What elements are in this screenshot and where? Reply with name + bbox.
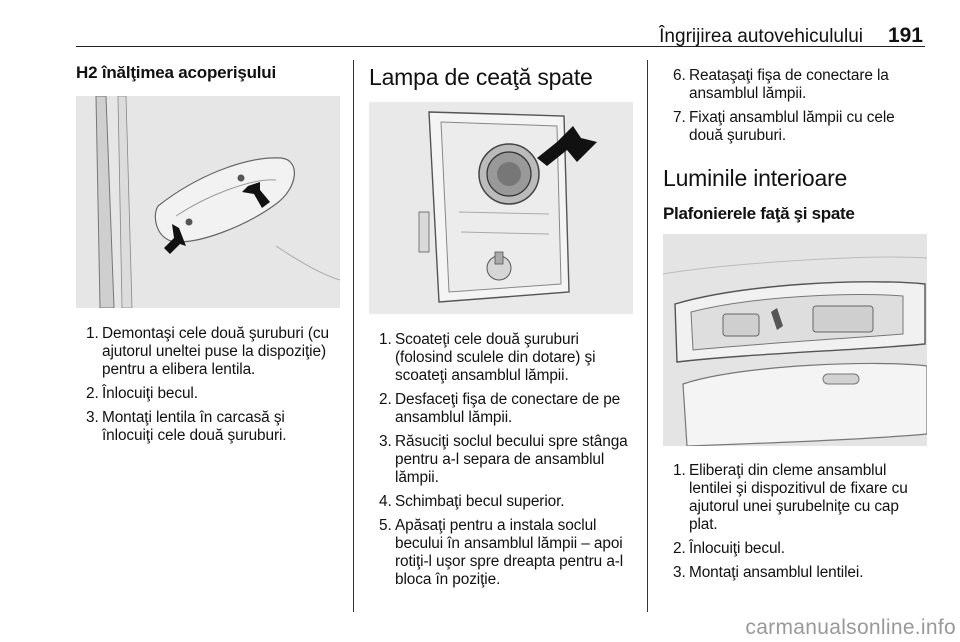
list-item: 3. Montaţi lentila în carcasă şi înlocuiţi cele două şuruburi. [86,409,287,444]
figure-dome-lamp [663,234,927,446]
subheading-front-rear-dome: Plafonierele faţă şi spate [663,204,855,223]
list-item: 2. Desfaceţi fişa de conectare de pe ansamblul lămpii. [379,391,621,426]
list-item: 5. Apăsaţi pentru a instala soclul becului în ansamblul lămpii – apoi rotiţi-l uşor spre dreapta pentru a-l bloca în poziţie. [379,517,624,588]
figure-rear-fog-lamp [369,102,633,314]
steps-list [663,462,929,582]
list-item: 1. Scoateţi cele două şuruburi (folosind sculele din dotare) şi scoateţi ansamblul lămpii. [379,331,596,384]
list-item: 6. Reataşaţi fişa de conectare la ansamblul lămpii. [673,67,889,102]
figure-roof-lamp [76,96,340,308]
column-divider [353,60,354,612]
column-3 [663,60,929,588]
list-item: 2. Înlocuiţi becul. [86,385,198,402]
list-item: 3. Montaţi ansamblul lentilei. [673,564,864,581]
page-header [76,22,925,47]
list-item: 1. Eliberaţi din cleme ansamblul lentilei şi dispozitivul de fixare cu ajutorul unei şurubelniţe cu cap plat. [673,462,908,533]
section-heading-h2-roof: H2 înălţimea acoperişului [76,63,277,82]
list-item: 2. Înlocuiţi becul. [673,540,785,557]
steps-list [369,331,635,589]
column-divider [647,60,648,612]
list-item: 1. Demontaşi cele două şuruburi (cu ajutorul uneltei puse la dispoziţie) pentru a elibera lentila. [86,325,329,378]
list-item: 7. Fixaţi ansamblul lămpii cu cele două şuruburi. [673,109,895,144]
steps-list [76,325,340,445]
header-title: Îngrijirea autovehiculului [659,26,863,47]
list-item: 4. Schimbaţi becul superior. [379,493,565,510]
column-2 [369,60,635,595]
column-1 [76,60,340,451]
list-item: 3. Răsuciţi soclul becului spre stânga pentru a-l separa de ansamblul lămpii. [379,433,628,486]
watermark: carmanualsonline.info [745,616,956,639]
section-heading-interior-lights: Luminile interioare [663,165,848,191]
section-heading-rear-fog: Lampa de ceaţă spate [369,64,593,90]
page-number: 191 [887,24,923,47]
steps-list [663,67,929,145]
